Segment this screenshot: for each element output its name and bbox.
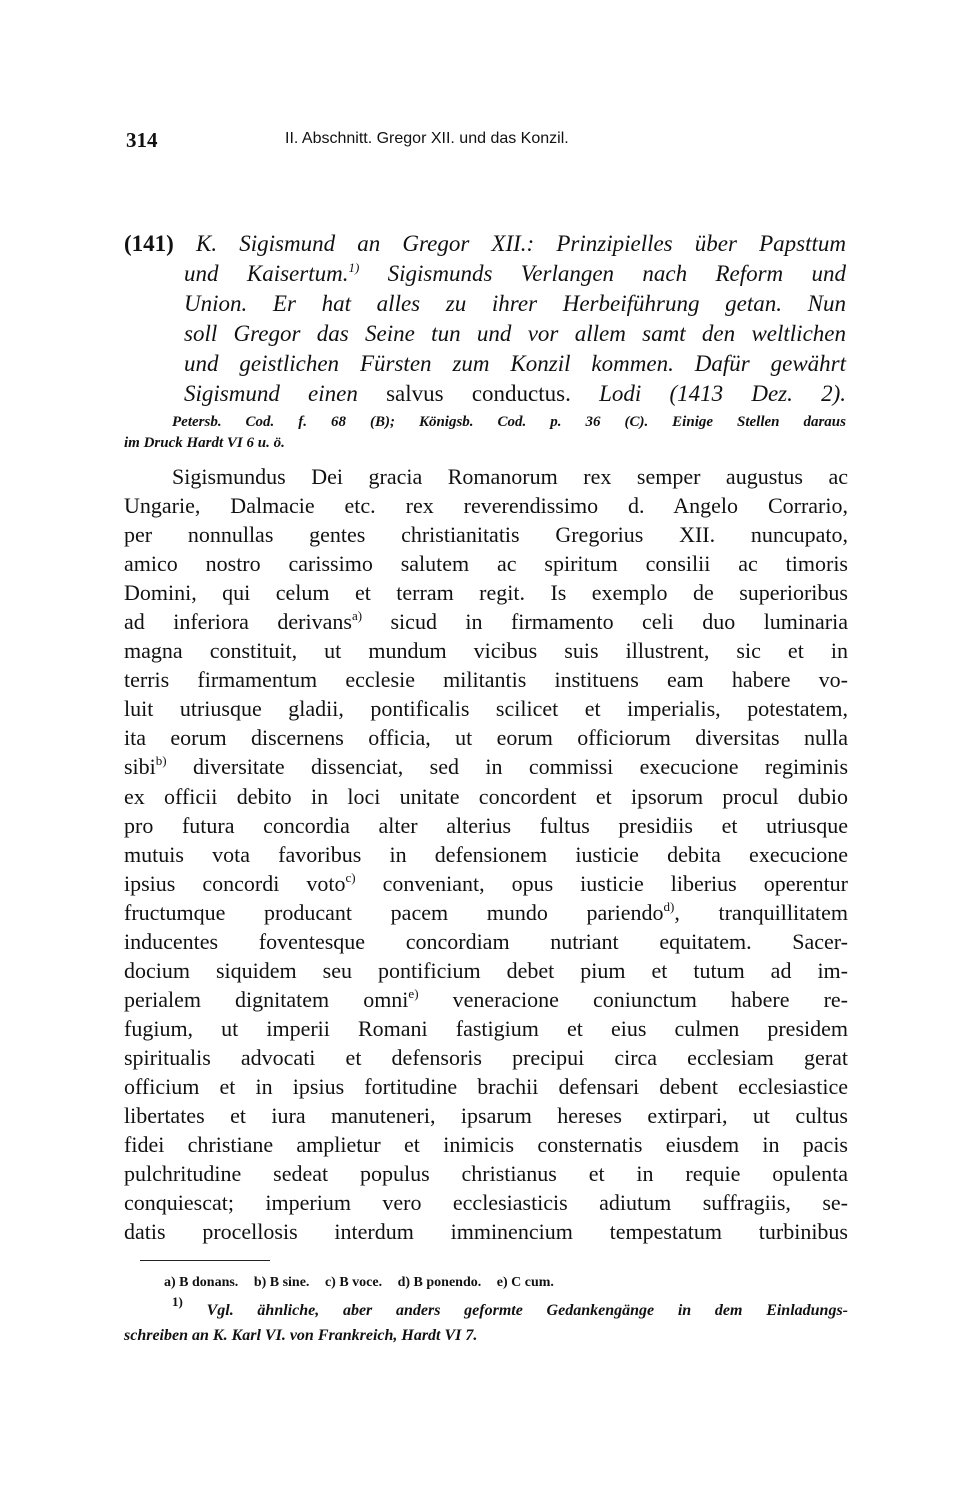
heading-line: (141) K. Sigismund an Gregor XII.: Prinzipielles über Papsttum (124, 231, 847, 256)
variant-marker: c) (345, 869, 356, 885)
text-line: amico nostro carissimo salutem ac spiritum consilii ac timoris (124, 551, 848, 577)
text-line: Sigismundus Dei gracia Romanorum rex semper augustus ac (172, 464, 848, 489)
variant-note: e) C cum. (496, 1275, 554, 1290)
text-line: fructumque producant pacem mundo pariendo$^{d)}$, tranquillitatem (124, 898, 848, 925)
variant-note: b) B sine. (253, 1275, 310, 1290)
heading-line: und geistlichen Fürsten zum Konzil kommen. Dafür gewährt (184, 351, 846, 376)
page-number: 314 (126, 128, 158, 152)
text-line: pulchritudine sedeat populus christianus et in requie opulenta (124, 1161, 848, 1187)
document-body (124, 462, 848, 1246)
source-line: im Druck Hardt VI 6 u. ö. (124, 435, 285, 451)
variant-note: a) B donans. (164, 1275, 239, 1290)
text-line: officium et in ipsius fortitudine brachii defensari debent ecclesiastice (124, 1073, 848, 1099)
variant-apparatus (164, 1275, 566, 1291)
document-heading (124, 229, 846, 409)
text-line: datis procellosis interdum imminencium tempestatum turbinibus (124, 1219, 848, 1245)
variant-marker: b) (155, 753, 167, 769)
text-line: ad inferiora derivans$^{a)}$ sicud in firmamento celi duo luminaria (124, 608, 848, 635)
text-line: ita eorum discernens officia, ut eorum officiorum diversitas nulla (124, 725, 848, 751)
document-number: (141) (124, 231, 174, 256)
heading-line: Union. Er hat alles zu ihrer Herbeiführung getan. Nun (184, 291, 846, 316)
text-line: fidei christiane amplietur et inimicis consternatis eiusdem in pacis (124, 1132, 848, 1158)
text-line: Domini, qui celum et terram regit. Is exemplo de superioribus (124, 580, 848, 606)
footnote-marker: 1) (172, 1294, 183, 1309)
variant-note: c) B voce. (324, 1275, 383, 1290)
text-line: terris firmamentum ecclesie militantis instituens eam habere vo- (124, 667, 848, 693)
text-line: spiritualis advocati et defensoris precipui circa ecclesiam gerat (124, 1044, 848, 1070)
variant-marker: a) (351, 608, 363, 624)
text-line: per nonnullas gentes christianitatis Gregorius XII. nuncupato, (124, 522, 848, 548)
variant-marker: d) (663, 898, 675, 914)
footnote-marker: 1) (348, 260, 360, 275)
text-line: Ungarie, Dalmacie etc. rex reverendissimo d. Angelo Corrario, (124, 493, 848, 519)
footnote (124, 1294, 849, 1348)
source-line: Petersb. Cod. f. 68 (B); Königsb. Cod. p. 36 (C). Einige Stellen daraus (172, 414, 846, 430)
heading-line: und Kaisertum.$^{1)}$ Sigismunds Verlangen nach Reform und (184, 260, 847, 286)
text-line: libertates et iura manuteneri, ipsarum hereses extirpari, ut cultus (124, 1103, 848, 1129)
running-head (126, 128, 846, 156)
text-line: pro futura concordia alter alterius fultus presidiis et utriusque (124, 812, 848, 838)
text-line: luit utriusque gladii, pontificalis scilicet et imperialis, potestatem, (124, 696, 848, 722)
text-line: ex officii debito in loci unitate concordent et ipsorum procul dubio (124, 783, 848, 809)
text-line: sibi$^{b)}$ diversitate dissenciat, sed in commissi execucione regiminis (124, 753, 849, 780)
text-line: fugium, ut imperii Romani fastigium et eius culmen presidem (124, 1015, 848, 1041)
text-line: conquiescat; imperium vero ecclesiasticis adiutum suffragiis, se- (124, 1190, 848, 1216)
text-line: ipsius concordi voto$^{c)}$ conveniant, opus iusticie liberius operentur (124, 869, 849, 896)
variant-marker: e) (408, 985, 419, 1001)
footnote-text: schreiben an K. Karl VI. von Frankreich, Hardt VI 7. (124, 1327, 478, 1344)
heading-line: soll Gregor das Seine tun und vor allem samt den weltlichen (184, 321, 846, 346)
text-line: perialem dignitatem omni$^{e)}$ veneracione coniunctum habere re- (124, 985, 848, 1012)
text-line: docium siquidem seu pontificium debet pium et tutum ad im- (124, 957, 848, 983)
running-title: II. Abschnitt. Gregor XII. und das Konzil. (285, 130, 569, 147)
text-line: magna constituit, ut mundum vicibus suis illustrent, sic et in (124, 638, 848, 664)
heading-line: Sigismund einen salvus conductus. Lodi (1413 Dez. 2). (184, 381, 847, 406)
footnote-divider (140, 1260, 270, 1261)
footnote-text: Vgl. ähnliche, aber anders geformte Gedankengänge in dem Einladungs- (206, 1302, 849, 1319)
text-line: inducentes foventesque concordiam nutriant equitatem. Sacer- (124, 928, 848, 954)
text-line: mutuis vota favoribus in defensionem iusticie debita execucione (124, 841, 848, 867)
variant-note: d) B ponendo. (397, 1275, 482, 1290)
source-note (124, 412, 846, 454)
